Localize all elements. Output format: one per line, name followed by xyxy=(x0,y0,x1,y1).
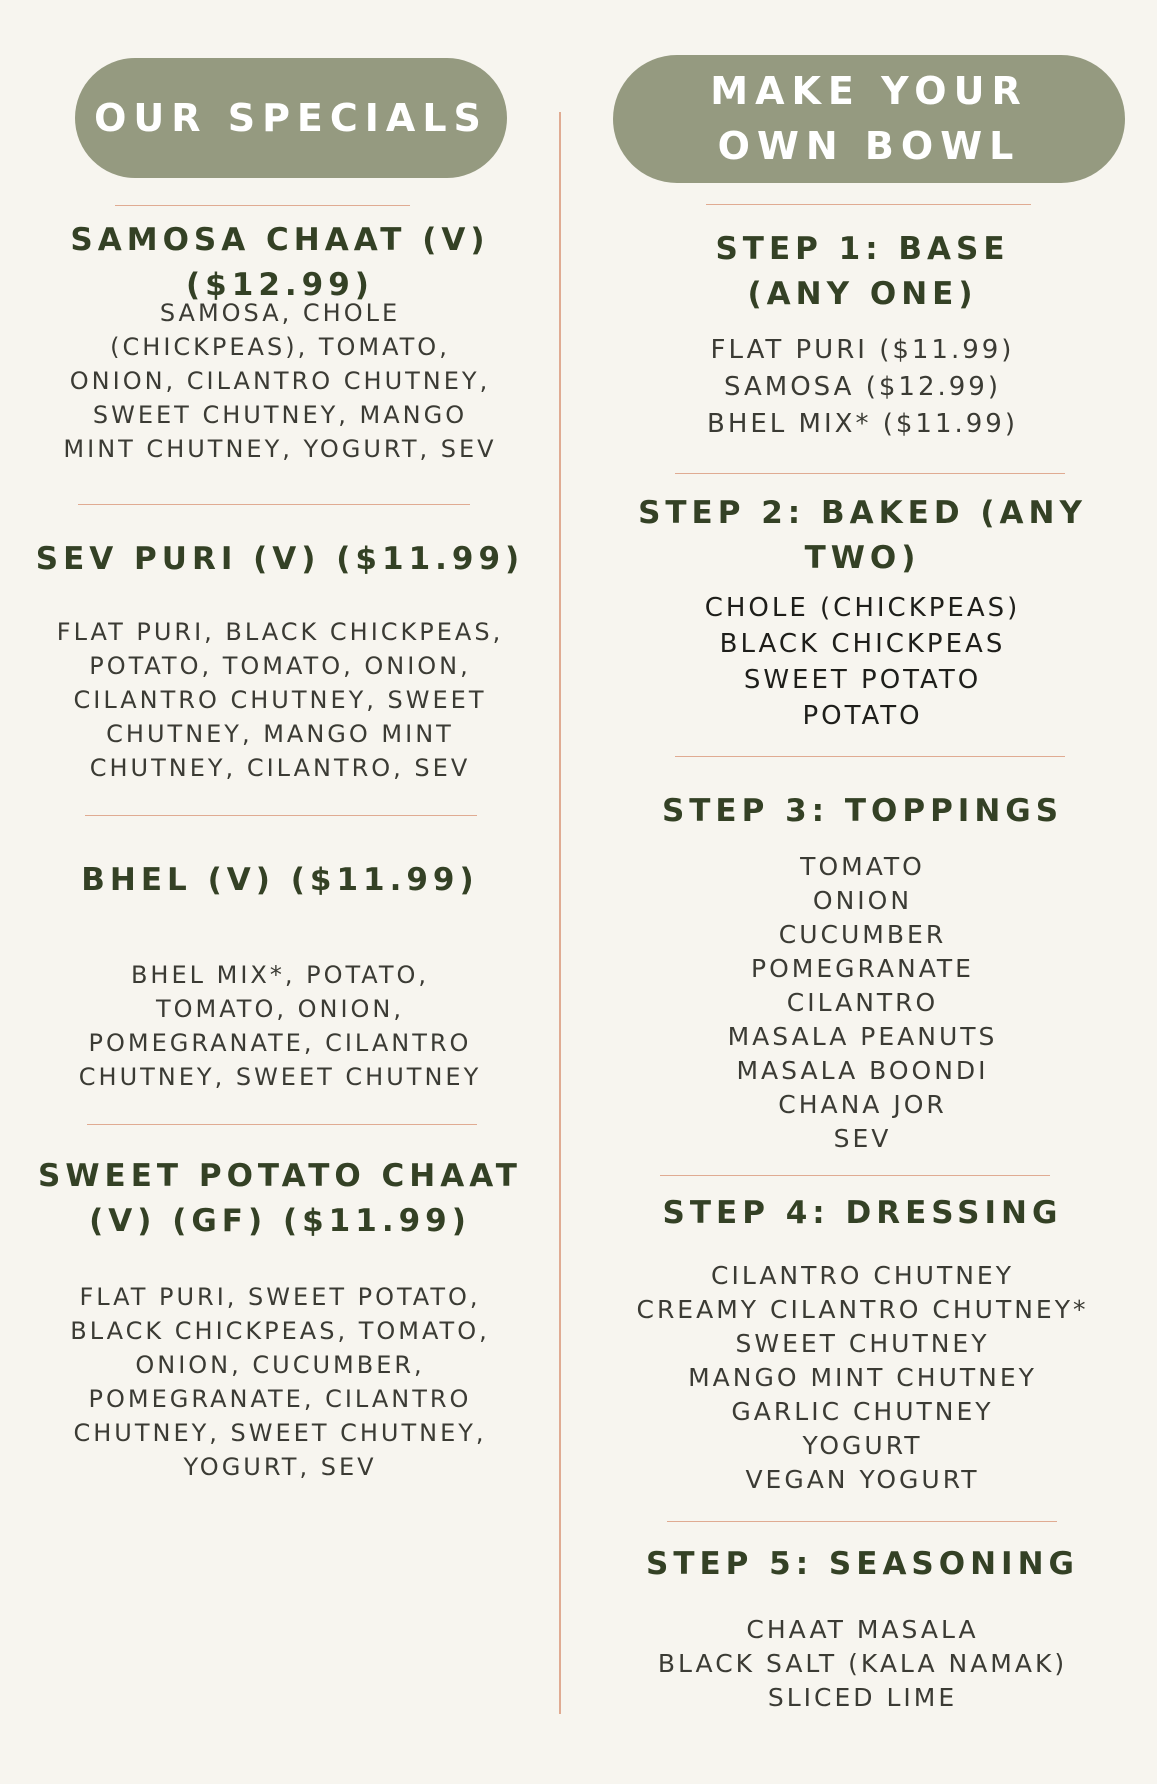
step-2-option: SWEET POTATO xyxy=(743,665,982,695)
step-4-option: VEGAN YOGURT xyxy=(745,1465,980,1494)
step-4-option: YOGURT xyxy=(802,1431,923,1460)
step-3-option: ONION xyxy=(812,886,913,915)
step-3-option: CUCUMBER xyxy=(778,920,947,949)
divider xyxy=(85,815,477,816)
step-1-options xyxy=(600,332,1125,443)
special-title-samosa-chaat: SAMOSA CHAAT (V) ($12.99) xyxy=(70,222,490,303)
step-4-option: GARLIC CHUTNEY xyxy=(731,1397,994,1426)
step-3-option: MASALA PEANUTS xyxy=(727,1022,998,1051)
special-description-sweet-potato-chaat: FLAT PURI, SWEET POTATO, BLACK CHICKPEAS, TOMATO, ONION, CUCUMBER, POMEGRANATE, CILANTRO CHUTNEY, SWEET CHUTNEY, YOGURT, SEV xyxy=(70,1283,490,1481)
step-4-option: MANGO MINT CHUTNEY xyxy=(688,1363,1037,1392)
step-4-options xyxy=(600,1259,1125,1497)
step-1-option: FLAT PURI ($11.99) xyxy=(710,335,1015,365)
step-4-option: CILANTRO CHUTNEY xyxy=(711,1261,1014,1290)
special-title-bhel: BHEL (V) ($11.99) xyxy=(81,862,479,898)
step-3-option: SEV xyxy=(833,1124,892,1153)
special-title-sev-puri: SEV PURI (V) ($11.99) xyxy=(35,541,525,577)
step-3-options xyxy=(600,850,1125,1156)
step-5-option: BLACK SALT (KALA NAMAK) xyxy=(657,1649,1068,1678)
step-3-option: POMEGRANATE xyxy=(751,954,974,983)
step-5-options xyxy=(600,1613,1125,1715)
divider xyxy=(115,205,410,206)
divider xyxy=(675,473,1065,474)
divider xyxy=(675,756,1065,757)
step-3-option: MASALA BOONDI xyxy=(736,1056,989,1085)
divider xyxy=(78,504,470,505)
special-description-sev-puri: FLAT PURI, BLACK CHICKPEAS, POTATO, TOMATO, ONION, CILANTRO CHUTNEY, SWEET CHUTNEY, MANGO MINT CHUTNEY, CILANTRO, SEV xyxy=(56,618,504,782)
divider xyxy=(660,1175,1050,1176)
step-2-title: STEP 2: BAKED (ANY TWO) xyxy=(638,495,1087,576)
divider xyxy=(87,1124,477,1125)
step-5-title: STEP 5: SEASONING xyxy=(646,1546,1079,1582)
step-3-option: CILANTRO xyxy=(786,988,939,1017)
step-1-option: BHEL MIX* ($11.99) xyxy=(706,409,1018,439)
step-3-option: CHANA JOR xyxy=(778,1090,947,1119)
step-1-option: SAMOSA ($12.99) xyxy=(724,372,1001,402)
specials-column xyxy=(0,0,560,1784)
special-title-sweet-potato-chaat: SWEET POTATO CHAAT (V) (GF) ($11.99) xyxy=(38,1158,522,1239)
column-divider xyxy=(559,112,561,1714)
step-2-option: CHOLE (CHICKPEAS) xyxy=(704,593,1021,623)
step-2-option: POTATO xyxy=(802,701,923,731)
special-description-bhel: BHEL MIX*, POTATO, TOMATO, ONION, POMEGRANATE, CILANTRO CHUTNEY, SWEET CHUTNEY xyxy=(78,961,482,1091)
step-4-option: CREAMY CILANTRO CHUTNEY* xyxy=(636,1295,1089,1324)
step-4-option: SWEET CHUTNEY xyxy=(735,1329,990,1358)
step-2-option: BLACK CHICKPEAS xyxy=(719,629,1006,659)
make-your-own-bowl-header-text: MAKE YOUR OWN BOWL xyxy=(710,69,1028,168)
step-5-option: SLICED LIME xyxy=(767,1683,958,1712)
special-description-samosa-chaat: SAMOSA, CHOLE (CHICKPEAS), TOMATO, ONION, CILANTRO CHUTNEY, SWEET CHUTNEY, MANGO MINT CHUTNEY, YOGURT, SEV xyxy=(63,299,497,463)
step-5-option: CHAAT MASALA xyxy=(746,1615,979,1644)
step-1-title: STEP 1: BASE (ANY ONE) xyxy=(715,231,1010,312)
step-3-option: TOMATO xyxy=(800,852,925,881)
bowl-column xyxy=(600,0,1125,1784)
divider xyxy=(667,1521,1057,1522)
step-3-title: STEP 3: TOPPINGS xyxy=(661,793,1064,829)
step-2-options xyxy=(600,590,1125,734)
our-specials-header-text: OUR SPECIALS xyxy=(94,95,488,140)
step-4-title: STEP 4: DRESSING xyxy=(662,1195,1063,1231)
divider xyxy=(706,204,1031,205)
